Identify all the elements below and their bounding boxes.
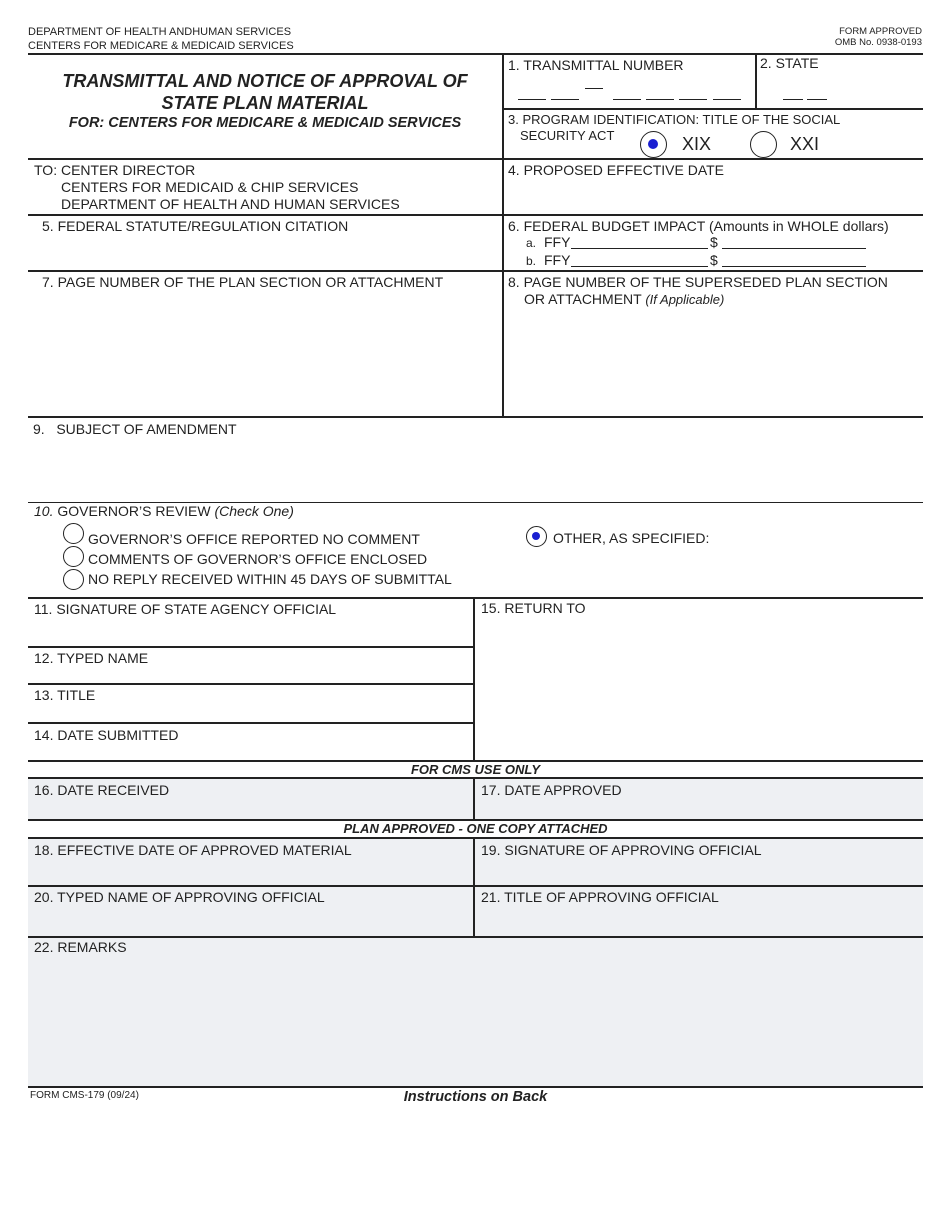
xix-radio[interactable] (640, 131, 667, 158)
field-9-label: 9. SUBJECT OF AMENDMENT (33, 421, 237, 437)
dept-line-2: CENTERS FOR MEDICARE & MEDICAID SERVICES (28, 40, 294, 52)
divider-16-17 (473, 777, 475, 819)
rule-after-1 (502, 108, 923, 110)
subject-input[interactable] (30, 440, 920, 500)
divider-11-15 (473, 597, 475, 760)
return-to-input[interactable] (478, 620, 920, 758)
field-6b-dollar: $ (710, 252, 718, 268)
superseded-page-number-input[interactable] (504, 312, 922, 414)
rule-after-10 (28, 597, 923, 599)
to-line-1: TO: CENTER DIRECTOR (34, 162, 196, 178)
field-16-label: 16. DATE RECEIVED (34, 782, 170, 798)
plan-approved-heading: PLAN APPROVED - ONE COPY ATTACHED (343, 821, 608, 836)
field-21-label: 21. TITLE OF APPROVING OFFICIAL (481, 889, 719, 905)
gov-comments-enclosed-radio[interactable] (63, 546, 84, 567)
field-17-label: 17. DATE APPROVED (481, 782, 622, 798)
dept-line-1: DEPARTMENT OF HEALTH ANDHUMAN SERVICES (28, 26, 292, 38)
rule-bottom (28, 1086, 923, 1088)
xix-label: XIX (682, 134, 712, 154)
rule-after-4 (28, 214, 923, 216)
form-approved-label: FORM APPROVED (839, 26, 922, 37)
form-title-line-3: FOR: CENTERS FOR MEDICARE & MEDICAID SERVICES (68, 115, 462, 131)
field-6a-ffy-input[interactable] (571, 248, 708, 249)
field-4-label: 4. PROPOSED EFFECTIVE DATE (508, 162, 725, 178)
divider-title-right (502, 53, 504, 158)
gov-no-comment-radio[interactable] (63, 523, 84, 544)
rule-after-8 (28, 416, 923, 418)
field-6-label: 6. FEDERAL BUDGET IMPACT (Amounts in WHOLE dollars) (508, 218, 889, 234)
field-6b-amount-input[interactable] (722, 266, 866, 267)
transmittal-number-input[interactable] (517, 80, 747, 104)
field-11-label: 11. SIGNATURE OF STATE AGENCY OFFICIAL (34, 601, 337, 617)
form-id: FORM CMS-179 (09/24) (30, 1090, 139, 1101)
gov-comments-enclosed-label: COMMENTS OF GOVERNOR’S OFFICE ENCLOSED (88, 551, 428, 567)
field-6b-letter: b. (526, 254, 537, 268)
field-19-label: 19. SIGNATURE OF APPROVING OFFICIAL (481, 842, 762, 858)
field-1-label: 1. TRANSMITTAL NUMBER (508, 57, 684, 73)
cms-rows-18-22-bg (28, 839, 923, 1086)
field-10-label: 10. GOVERNOR’S REVIEW (Check One) (34, 503, 294, 519)
rule-after-plan-approved (28, 837, 923, 839)
field-6b-ffy-label: FFY (544, 252, 571, 268)
rule-after-6 (28, 270, 923, 272)
typed-name-input[interactable] (30, 668, 470, 682)
state-input[interactable] (782, 80, 832, 104)
field-15-label: 15. RETURN TO (481, 600, 586, 616)
field-2-label: 2. STATE (760, 55, 819, 71)
to-line-3: DEPARTMENT OF HEALTH AND HUMAN SERVICES (61, 196, 400, 212)
rule-after-18 (28, 885, 923, 887)
xxi-radio[interactable] (750, 131, 777, 158)
field-14-label: 14. DATE SUBMITTED (34, 727, 179, 743)
field-22-label: 22. REMARKS (34, 939, 127, 955)
field-5-label: 5. FEDERAL STATUTE/REGULATION CITATION (42, 218, 349, 234)
field-6a-letter: a. (526, 236, 537, 250)
state-official-signature-input[interactable] (30, 620, 470, 644)
citation-input[interactable] (30, 236, 500, 268)
rule-after-12 (28, 683, 474, 685)
rule-after-3 (28, 158, 923, 160)
gov-other-radio[interactable] (526, 526, 547, 547)
field-18-label: 18. EFFECTIVE DATE OF APPROVED MATERIAL (34, 842, 352, 858)
form-title-line-1: TRANSMITTAL AND NOTICE OF APPROVAL OF (62, 71, 468, 91)
field-8-label-line-2: OR ATTACHMENT (If Applicable) (524, 291, 725, 307)
omb-number: OMB No. 0938-0193 (834, 37, 922, 48)
rule-after-11 (28, 646, 474, 648)
xxi-label: XXI (790, 134, 820, 154)
form-title-line-2: STATE PLAN MATERIAL (161, 93, 369, 113)
gov-no-reply-radio[interactable] (63, 569, 84, 590)
field-3-label-line-1: 3. PROGRAM IDENTIFICATION: TITLE OF THE SOCIAL (508, 112, 841, 127)
instructions-on-back: Instructions on Back (403, 1089, 548, 1105)
gov-other-label: OTHER, AS SPECIFIED: (553, 530, 710, 546)
field-6a-amount-input[interactable] (722, 248, 866, 249)
rule-after-cms (28, 777, 923, 779)
field-13-label: 13. TITLE (34, 687, 96, 703)
field-6a-ffy-label: FFY (544, 234, 571, 250)
gov-no-reply-label: NO REPLY RECEIVED WITHIN 45 DAYS OF SUBMITTAL (88, 571, 452, 587)
divider-18-21 (473, 837, 475, 936)
field-6b-ffy-input[interactable] (571, 266, 708, 267)
title-input[interactable] (30, 705, 470, 721)
field-7-label: 7. PAGE NUMBER OF THE PLAN SECTION OR ATTACHMENT (42, 274, 444, 290)
date-submitted-input[interactable] (30, 745, 470, 759)
to-line-2: CENTERS FOR MEDICAID & CHIP SERVICES (61, 179, 359, 195)
effective-date-input[interactable] (504, 180, 922, 212)
gov-no-comment-label: GOVERNOR’S OFFICE REPORTED NO COMMENT (88, 531, 420, 547)
cms-use-only-heading: FOR CMS USE ONLY (410, 762, 541, 777)
field-8-label-line-1: 8. PAGE NUMBER OF THE SUPERSEDED PLAN SECTION (508, 274, 888, 290)
field-6a-dollar: $ (710, 234, 718, 250)
field-12-label: 12. TYPED NAME (34, 650, 149, 666)
rule-after-20 (28, 936, 923, 938)
field-8-note: (If Applicable) (645, 292, 725, 307)
plan-page-number-input[interactable] (30, 294, 500, 414)
field-3-label-line-2: SECURITY ACT (520, 128, 615, 143)
divider-1-2 (755, 53, 757, 108)
field-20-label: 20. TYPED NAME OF APPROVING OFFICIAL (34, 889, 325, 905)
rule-after-13 (28, 722, 474, 724)
